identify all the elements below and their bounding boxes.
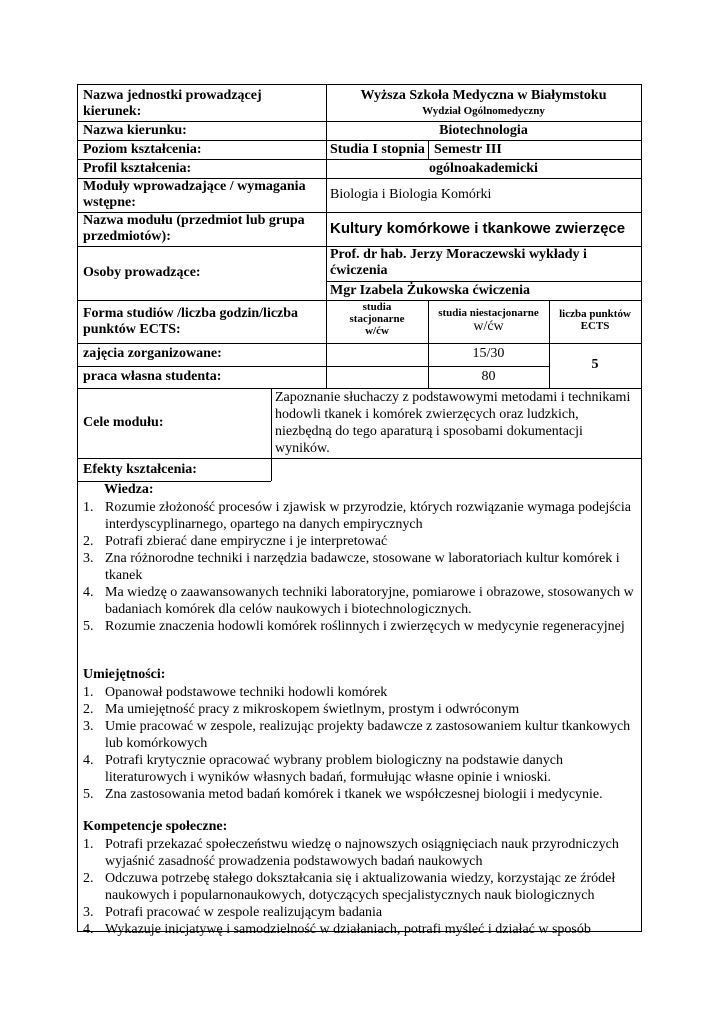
nonstationary-header: studia niestacjonarne w/ćw [438,307,539,334]
teachers-label: Osoby prowadzące: [83,265,201,280]
organized-value: 15/30 [472,346,505,361]
ects-value: 5 [591,357,599,372]
stationary-header: studia stacjonarne w/ćw [349,301,405,337]
list-item: 4. Wykazuje inicjatywę i samodzielność w działaniach, potrafi myśleć i działać w sposób [83,922,591,937]
skills-list [83,684,635,803]
goals-value: Zapoznanie słuchaczy z podstawowymi metodami i technikami hodowli tkanek i komórek zwierzęcych oraz ludzkich, niezbędną do tego aparaturą i sposobami dokumentacji wyników. [275,390,631,456]
level-value: Studia I stopnia [330,142,425,157]
profile-value: ogólnoakademicki [429,161,538,176]
teacher-2: Mgr Izabela Żukowska ćwiczenia [330,283,531,298]
module-label: Nazwa modułu (przedmiot lub grupa przedmiotów): [83,213,305,244]
list-item: 3. Umie pracować w zespole, realizując projekty badawcze z zastosowaniem kultur tkankowych lub komórkowych [83,719,631,751]
list-item: 5. Rozumie znaczenia hodowli komórek roślinnych i zwierzęcych w medycynie regeneracyjnej [83,619,625,634]
syllabus-table [77,84,642,937]
social-list [83,836,635,938]
field-value: Biotechnologia [439,123,528,138]
ects-header: liczba punktów ECTS [559,308,631,332]
list-item: 3. Zna różnorodne techniki i narzędzia badawcze, stosowane w laboratoriach kultur komórek i tkanek [83,551,620,583]
unit-subtitle: Wydział Ogólnomedyczny [422,105,545,117]
form-label: Forma studiów /liczba godzin/liczba punktów ECTS: [83,306,299,337]
social-heading: Kompetencje społeczne: [83,819,228,834]
teacher-1: Prof. dr hab. Jerzy Moraczewski wykłady i ćwiczenia [330,247,587,278]
knowledge-list [83,499,635,635]
selfwork-value: 80 [481,369,496,384]
list-item: 2. Ma umiejętność pracy z mikroskopem świetlnym, prostym i odwróconym [83,702,520,717]
skills-heading: Umiejętności: [83,667,166,682]
profile-label: Profil kształcenia: [83,161,192,176]
unit-value: Wyższa Szkoła Medyczna w Białymstoku [360,88,607,103]
list-item: 3. Potrafi pracować w zespole realizującym badania [83,905,383,920]
list-item: 1. Opanował podstawowe techniki hodowli komórek [83,685,388,700]
list-item: 4. Ma wiedzę o zaawansowanych techniki laboratoryjne, pomiarowe i obrazowe, stosowanych w badaniach komórek dla celów naukowych i biotechnologicznych. [83,585,634,617]
list-item: 5. Zna zastosowania metod badań komórek i tkanek we współczesnej biologii i medycynie. [83,787,603,802]
semester-value: Semestr III [434,142,502,157]
unit-label: Nazwa jednostki prowadzącej kierunek: [83,88,262,119]
field-label: Nazwa kierunku: [83,123,187,138]
prereq-value: Biologia i Biologia Komórki [330,187,492,202]
list-item: 1. Rozumie złożoność procesów i zjawisk w przyrodzie, których rozwiązanie wymaga podejścia interdyscyplinarnego, opartego na danych empirycznych [83,500,631,532]
prereq-label: Moduły wprowadzające / wymagania wstępne: [83,179,306,210]
list-item: 4. Potrafi krytycznie opracować wybrany problem biologiczny na podstawie danych literaturowych i wyników własnych badań, formułując własne opinie i wnioski. [83,753,563,785]
outcomes-label: Efekty kształcenia: [83,462,197,477]
organized-label: zajęcia zorganizowane: [83,346,222,361]
list-item: 1. Potrafi przekazać społeczeństwu wiedzę o najnowszych osiągnięciach nauk przyrodniczych wyjaśnić zasadność prowadzenia podstawowych badań naukowych [83,837,619,869]
list-item: 2. Odczuwa potrzebę stałego dokształcania się i aktualizowania wiedzy, korzystając ze źródeł naukowych i popularnonaukowych, dotyczących specjalistycznych nauk biologicznych [83,871,616,903]
module-value: Kultury komórkowe i tkankowe zwierzęce [330,220,626,237]
selfwork-label: praca własna studenta: [83,369,222,384]
knowledge-heading: Wiedza: [104,482,154,497]
goals-label: Cele modułu: [83,415,164,430]
level-label: Poziom kształcenia: [83,142,202,157]
list-item: 2. Potrafi zbierać dane empiryczne i je interpretować [83,534,388,549]
